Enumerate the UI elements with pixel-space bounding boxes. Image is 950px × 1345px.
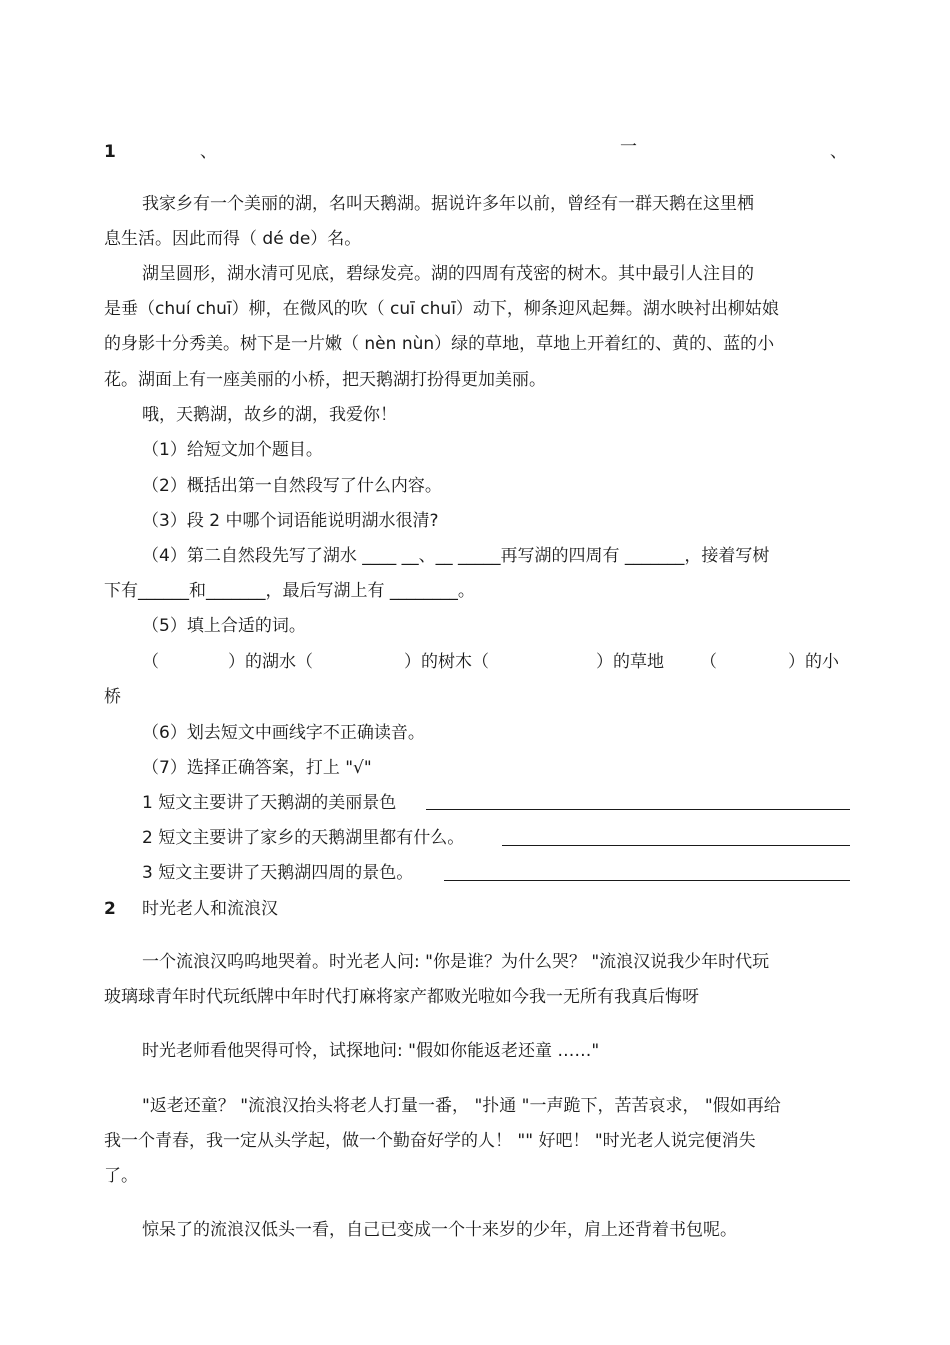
passage-line: 的身影十分秀美。树下是一片嫩（ nèn nùn）绿的草地，草地上开着红的、黄的、蓝的小	[104, 334, 775, 354]
fill-blank: ）的小	[788, 652, 839, 672]
section-title: 时光老人和流浪汉	[142, 899, 278, 919]
answer-line	[502, 845, 850, 846]
choice-item: 3 短文主要讲了天鹅湖四周的景色。	[142, 863, 414, 883]
passage-line: 一个流浪汉呜呜地哭着。时光老人问: "你是谁？为什么哭？ "流浪汉说我少年时代玩	[142, 952, 770, 972]
question-7: （7）选择正确答案，打上 "√"	[142, 758, 372, 778]
passage-line: 我一个青春，我一定从头学起，做一个勤奋好学的人！ "" 好吧！ "时光老人说完便消失	[104, 1131, 756, 1151]
question-5: （5）填上合适的词。	[142, 616, 306, 636]
passage-line: 时光老师看他哭得可怜，试探地问: "假如你能返老还童 ……"	[142, 1041, 600, 1061]
header-mark: 、	[200, 142, 217, 162]
passage-line: 哦，天鹅湖，故乡的湖，我爱你！	[142, 405, 397, 425]
section-number: 1	[104, 142, 116, 162]
header-mark: 、	[830, 142, 847, 162]
question-1: （1）给短文加个题目。	[142, 440, 323, 460]
passage-line: 花。湖面上有一座美丽的小桥，把天鹅湖打扮得更加美丽。	[104, 370, 546, 390]
question-3: （3）段 2 中哪个词语能说明湖水很清?	[142, 511, 439, 531]
fill-blank: 桥	[104, 687, 121, 707]
fill-blank: （	[700, 652, 717, 672]
question-4-cont: 下有______和_______，最后写湖上有 ________。	[104, 581, 475, 601]
fill-blank: ）的湖水（	[228, 652, 313, 672]
passage-line: 湖呈圆形，湖水清可见底，碧绿发亮。湖的四周有茂密的树木。其中最引人注目的	[142, 264, 754, 284]
header-mark: 一	[620, 137, 637, 157]
question-6: （6）划去短文中画线字不正确读音。	[142, 723, 425, 743]
passage-line: 息生活。因此而得（ dé de）名。	[104, 229, 362, 249]
answer-line	[426, 809, 850, 810]
passage-line: 是垂（chuí chuī）柳，在微风的吹（ cuī chuī）动下，柳条迎风起舞。湖水映衬出柳姑娘	[104, 299, 779, 319]
question-4: （4）第二自然段先写了湖水 ____ __、__ _____再写湖的四周有 _______，接着写树	[142, 546, 770, 566]
choice-item: 2 短文主要讲了家乡的天鹅湖里都有什么。	[142, 828, 465, 848]
passage-line: "返老还童？ "流浪汉抬头将老人打量一番， "扑通 "一声跪下，苦苦哀求， "假如再给	[142, 1096, 781, 1116]
passage-line: 了。	[104, 1166, 138, 1186]
fill-blank: ）的树木（	[404, 652, 489, 672]
answer-line	[444, 880, 850, 881]
question-2: （2）概括出第一自然段写了什么内容。	[142, 476, 442, 496]
passage-line: 玻璃球青年时代玩纸牌中年时代打麻将家产都败光啦如今我一无所有我真后悔呀	[104, 987, 699, 1007]
fill-blank: （	[142, 652, 159, 672]
passage-line: 惊呆了的流浪汉低头一看，自己已变成一个十来岁的少年，肩上还背着书包呢。	[142, 1220, 737, 1240]
choice-item: 1 短文主要讲了天鹅湖的美丽景色	[142, 793, 397, 813]
passage-line: 我家乡有一个美丽的湖，名叫天鹅湖。据说许多年以前，曾经有一群天鹅在这里栖	[142, 194, 754, 214]
section-number: 2	[104, 899, 116, 919]
fill-blank: ）的草地	[596, 652, 664, 672]
